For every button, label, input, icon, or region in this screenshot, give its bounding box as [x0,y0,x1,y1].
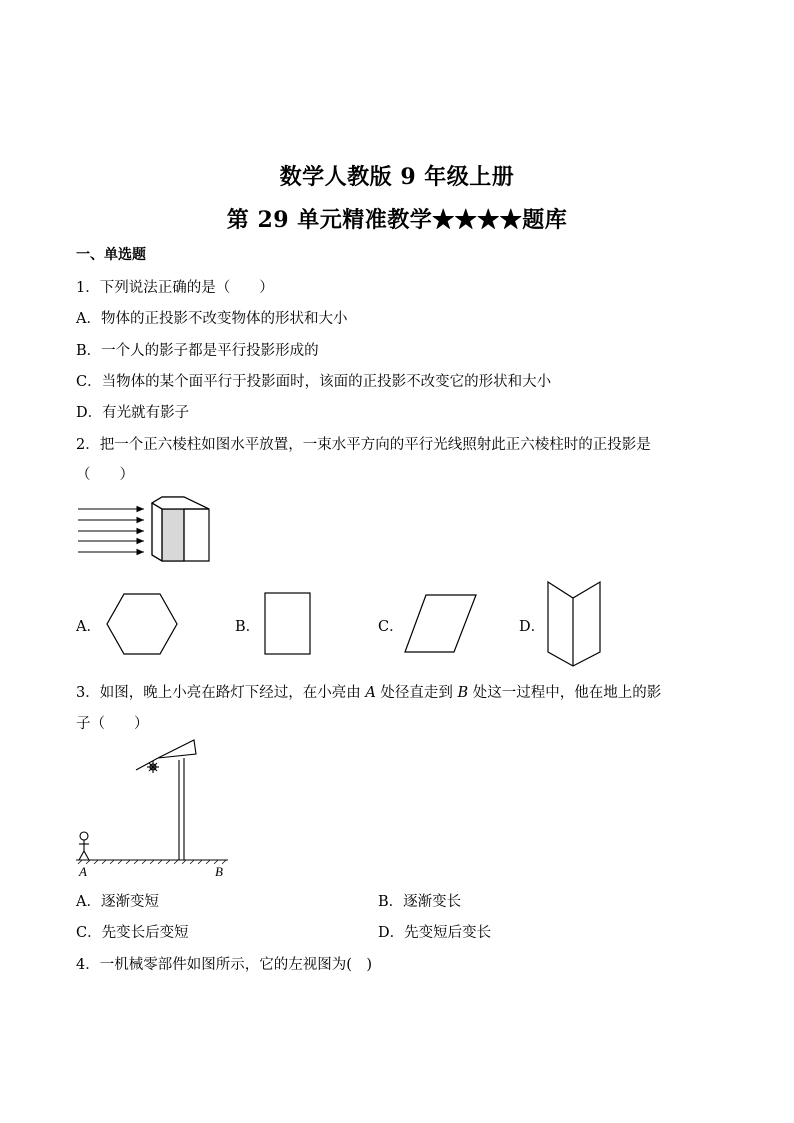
question-1-option-b: B．一个人的影子都是平行投影形成的 [76,343,319,359]
question-3-text-post: 处这一过程中，他在地上的影 [468,685,662,701]
question-3-text-pre: 3．如图，晚上小亮在路灯下经过，在小亮由 [76,685,366,701]
option-a-hexagon [106,593,178,655]
option-b-rectangle [264,592,312,656]
option-c-parallelogram [404,594,478,654]
lamp-head [158,740,196,758]
point-a-ref: A [365,685,376,701]
light-rays [78,509,144,552]
streetlight-figure [76,740,236,880]
question-1-stem: 1．下列说法正确的是（ ） [76,280,274,296]
question-2-stem-line-2: （ ） [76,467,134,483]
question-3-option-c: C．先变长后变短 [76,925,189,941]
section-heading: 一、单选题 [76,247,146,263]
question-3-stem-line-1 [76,681,661,702]
point-b-ref: B [457,685,469,701]
option-d-folded-shape [546,580,602,668]
question-2-option-c-label: C． [378,619,404,635]
question-2-stem-line-1: 2．把一个正六棱柱如图水平放置，一束水平方向的平行光线照射此正六棱柱时的正投影是 [76,437,651,453]
hex-prism [152,497,209,561]
question-3-option-d: D．先变短后变长 [378,925,492,941]
figure-label-a: A [79,864,87,879]
title-line-2: 第 29 单元精准教学★★★★题库 [226,207,568,233]
question-4-stem: 4．一机械零部件如图所示，它的左视图为( ) [76,957,373,973]
question-2-option-d-label: D． [519,619,546,635]
question-3-option-b: B．逐渐变长 [378,894,462,910]
question-1-option-a: A．物体的正投影不改变物体的形状和大小 [76,311,348,327]
question-2-option-b-label: B． [235,619,261,635]
question-1-option-c: C．当物体的某个面平行于投影面时，该面的正投影不改变它的形状和大小 [76,374,552,390]
question-2-option-a-label: A． [76,619,101,635]
question-3-text-mid: 处径直走到 [375,685,458,701]
person-figure [79,832,89,860]
question-1-option-d: D．有光就有影子 [76,405,190,421]
title-line-1: 数学人教版 9 年级上册 [279,164,515,190]
question-3-option-a: A．逐渐变短 [76,894,159,910]
figure-label-b: B [215,864,223,879]
hex-prism-figure [76,495,216,570]
question-3-stem-line-2: 子（ ） [76,716,149,732]
